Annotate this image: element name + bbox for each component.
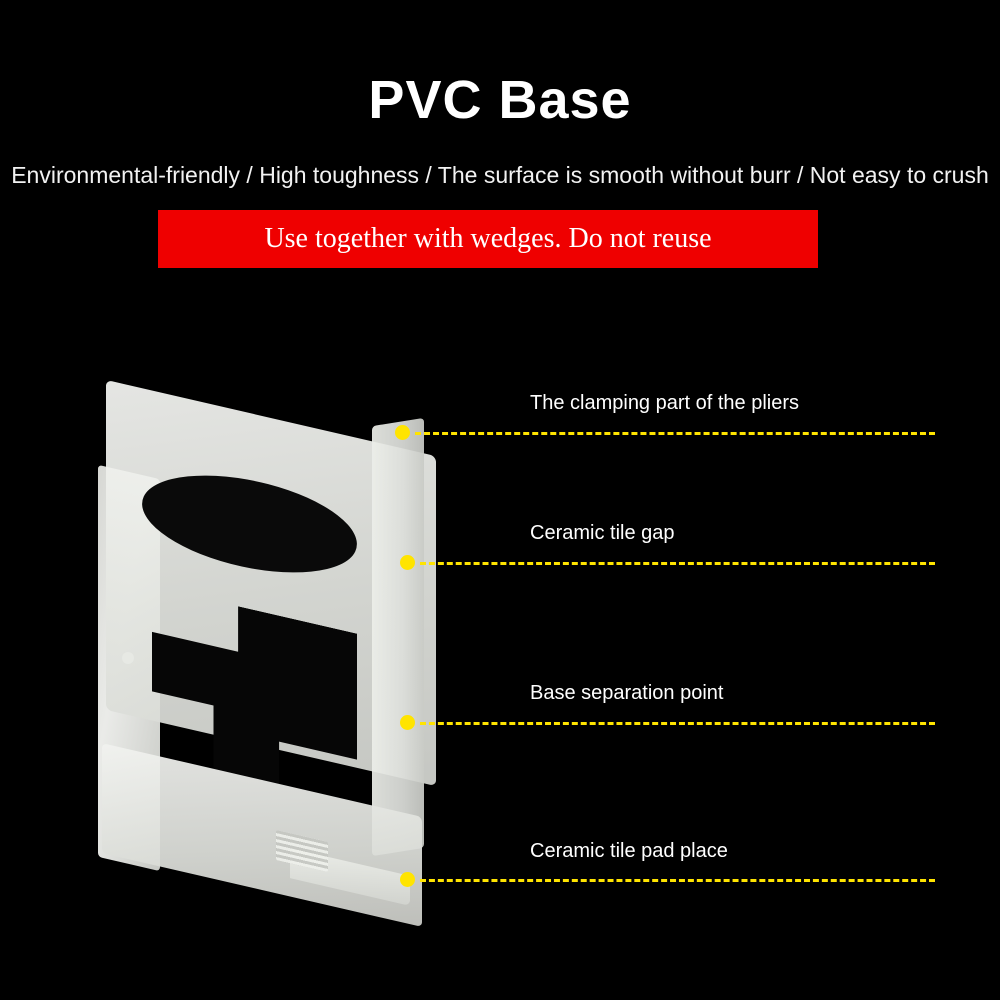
warning-banner-text: Use together with wedges. Do not reuse <box>264 223 712 254</box>
page-subtitle: Environmental-friendly / High toughness / The surface is smooth without burr / Not easy to crush <box>11 162 989 188</box>
callout-dot-3 <box>400 715 415 730</box>
callout-line-4 <box>420 879 935 882</box>
page-title: PVC Base <box>368 70 632 130</box>
callout-line-3 <box>420 722 935 725</box>
product-illustration <box>80 400 460 930</box>
callout-dot-4 <box>400 872 415 887</box>
callout-line-2 <box>420 562 935 565</box>
warning-banner <box>158 210 818 268</box>
callout-label-2: Ceramic tile gap <box>530 522 675 544</box>
callout-dot-1 <box>395 425 410 440</box>
callout-label-3: Base separation point <box>530 682 724 704</box>
product-nub-detail <box>122 652 134 664</box>
callout-label-4: Ceramic tile pad place <box>530 840 728 862</box>
callout-label-1: The clamping part of the pliers <box>530 392 800 414</box>
product-side-wing <box>372 418 424 856</box>
callout-dot-2 <box>400 555 415 570</box>
callout-line-1 <box>415 432 935 435</box>
